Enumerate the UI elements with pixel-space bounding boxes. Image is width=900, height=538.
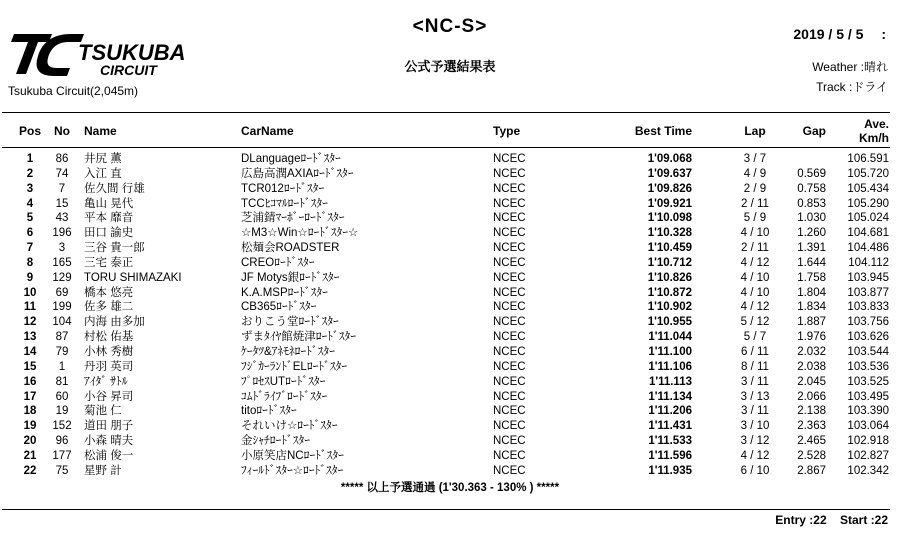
cell-lap: 6 / 11: [741, 345, 769, 358]
cell-type: NCEC: [493, 271, 526, 284]
cell-best: 1'11.431: [648, 420, 692, 433]
cell-lap: 2 / 11: [741, 242, 769, 255]
cell-name: 内海 由多加: [84, 316, 145, 329]
col-pos: Pos: [18, 124, 41, 138]
cell-gap: 2.138: [797, 405, 826, 418]
cell-type: NCEC: [493, 345, 526, 358]
cell-car: CREOﾛｰﾄﾞｽﾀｰ: [241, 256, 315, 269]
cell-ave: 105.024: [847, 212, 889, 225]
cell-name: 道田 朋子: [84, 420, 134, 433]
cell-name: 松浦 俊一: [84, 449, 134, 462]
cell-name: 井尻 薫: [84, 153, 122, 165]
cell-name: 小森 晴夫: [84, 435, 134, 448]
cell-no: 87: [55, 331, 69, 344]
cell-gap: 1.804: [797, 286, 826, 299]
table-row: [0, 390, 900, 405]
cell-type: NCEC: [493, 197, 526, 210]
cell-type: NCEC: [493, 301, 526, 314]
table-row: [0, 375, 900, 390]
entry-start-count: [775, 513, 888, 527]
cell-lap: 2 / 11: [741, 197, 769, 210]
cell-type: NCEC: [493, 435, 526, 448]
cell-no: 60: [55, 390, 69, 403]
cell-name: 亀山 晃代: [84, 197, 134, 210]
cell-no: 86: [55, 153, 69, 165]
cell-lap: 3 / 13: [740, 390, 770, 403]
cell-car: TCR012ﾛｰﾄﾞｽﾀｰ: [241, 182, 325, 195]
cell-name: 村松 佑基: [84, 331, 134, 344]
cell-type: NCEC: [493, 390, 526, 403]
cell-no: 199: [52, 301, 72, 314]
cell-car: 広島高潤AXIAﾛｰﾄﾞｽﾀｰ: [241, 167, 354, 180]
cell-type: NCEC: [493, 449, 526, 462]
cell-lap: 4 / 9: [743, 167, 767, 180]
col-no: No: [54, 124, 70, 138]
cell-best: 1'10.955: [647, 316, 692, 329]
table-row: [0, 182, 900, 197]
cell-best: 1'10.098: [647, 212, 692, 225]
cell-ave: 104.486: [847, 242, 889, 255]
cell-name: 佐多 雄二: [84, 301, 134, 314]
cell-pos: 19: [23, 420, 37, 433]
cell-car: CB365ﾛｰﾄﾞｽﾀｰ: [241, 301, 317, 314]
logo-tsukuba-text: TSUKUBA: [78, 40, 186, 65]
date-label: 2019 / 5 / 5 :: [793, 26, 886, 42]
cell-pos: 4: [26, 197, 34, 210]
cell-best: 1'11.935: [648, 464, 692, 477]
cell-type: NCEC: [493, 360, 526, 373]
cell-lap: 4 / 12: [740, 449, 770, 462]
cell-type: NCEC: [493, 256, 526, 269]
cell-lap: 3 / 10: [740, 420, 770, 433]
cell-type: NCEC: [493, 182, 526, 195]
cell-no: 104: [52, 316, 72, 329]
cell-gap: 0.569: [797, 167, 826, 180]
cell-ave: 103.525: [847, 375, 889, 388]
cell-gap: 2.032: [797, 345, 826, 358]
cell-best: 1'10.826: [647, 271, 692, 284]
cell-name: 佐久間 行雄: [84, 182, 145, 195]
cell-best: 1'11.100: [648, 345, 692, 358]
cell-name: 田口 諭史: [84, 227, 134, 240]
cell-ave: 105.720: [847, 167, 889, 180]
cell-ave: 103.833: [847, 301, 889, 314]
cell-car: DLanguageﾛｰﾄﾞｽﾀｰ: [241, 153, 341, 165]
cell-car: K.A.MSPﾛｰﾄﾞｽﾀｰ: [241, 286, 328, 299]
cell-no: 43: [55, 212, 69, 225]
cell-pos: 11: [23, 301, 37, 314]
cell-car: titoﾛｰﾄﾞｽﾀｰ: [241, 405, 297, 418]
cell-car: TCCﾋｺﾏﾙﾛｰﾄﾞｽﾀｰ: [241, 197, 328, 210]
table-row: [0, 464, 900, 479]
cell-pos: 2: [26, 167, 34, 180]
cell-ave: 104.112: [848, 256, 889, 269]
col-type: Type: [493, 124, 521, 138]
cell-gap: 2.038: [797, 360, 826, 373]
col-lap: Lap: [744, 124, 766, 138]
table-row: [0, 286, 900, 301]
cell-best: 1'11.113: [648, 375, 692, 388]
table-row: [0, 241, 900, 256]
cell-ave: 105.290: [847, 197, 889, 210]
table-row: [0, 330, 900, 345]
cell-no: 165: [52, 256, 72, 269]
cell-ave: 103.945: [847, 271, 889, 284]
cell-name: 三宅 泰正: [84, 256, 134, 269]
cell-ave: 103.756: [847, 316, 889, 329]
cell-pos: 16: [23, 375, 37, 388]
cell-gap: 1.834: [797, 301, 826, 314]
page-subtitle: 公式予選結果表: [404, 59, 496, 74]
cell-best: 1'11.206: [648, 405, 692, 418]
cell-name: 橋本 悠亮: [84, 286, 134, 299]
table-row: [0, 419, 900, 434]
cell-ave: 102.342: [847, 464, 889, 477]
cell-no: 7: [58, 182, 66, 195]
cell-gap: 2.066: [797, 390, 826, 403]
cell-car: 金ｼｬﾁﾛｰﾄﾞｽﾀｰ: [241, 435, 310, 448]
cell-car: 小原笑店NCﾛｰﾄﾞｽﾀｰ: [241, 449, 344, 462]
cell-car: ﾌｼﾞｶｰﾗﾝﾄﾞELﾛｰﾄﾞｽﾀｰ: [241, 360, 348, 373]
cell-car: ﾌﾟﾛｾｽUTﾛｰﾄﾞｽﾀｰ: [241, 375, 326, 388]
cell-no: 177: [52, 449, 72, 462]
cell-type: NCEC: [493, 167, 526, 180]
cell-ave: 103.544: [847, 345, 889, 358]
cell-lap: 6 / 10: [740, 464, 770, 477]
venue-label: Tsukuba Circuit(2,045m): [8, 84, 139, 98]
cell-type: NCEC: [493, 212, 526, 225]
cell-best: 1'09.921: [647, 197, 692, 210]
cell-best: 1'11.134: [648, 390, 692, 403]
cell-pos: 15: [23, 360, 37, 373]
cell-type: NCEC: [493, 286, 526, 299]
cell-best: 1'10.872: [647, 286, 692, 299]
cell-car: ☆M3☆Win☆ﾛｰﾄﾞｽﾀｰ☆: [241, 227, 359, 240]
table-row: [0, 360, 900, 375]
cell-lap: 8 / 11: [741, 360, 769, 373]
cell-car: それいけ☆ﾛｰﾄﾞｽﾀｰ: [241, 420, 338, 433]
cell-type: NCEC: [493, 464, 526, 477]
cell-best: 1'11.044: [648, 331, 692, 344]
cell-lap: 3 / 12: [740, 435, 770, 448]
col-name: Name: [84, 124, 117, 138]
cell-best: 1'11.596: [648, 449, 692, 462]
results-table-body: [0, 152, 900, 479]
cell-no: 15: [55, 197, 69, 210]
col-ave-2: Km/h: [859, 131, 889, 145]
table-row: [0, 404, 900, 419]
cell-no: 81: [55, 375, 69, 388]
cell-gap: 0.853: [797, 197, 826, 210]
cell-name: 小林 秀樹: [84, 345, 134, 358]
table-row: [0, 167, 900, 182]
cell-name: 菊池 仁: [84, 405, 122, 418]
cell-type: NCEC: [493, 242, 526, 255]
cell-no: 196: [52, 227, 72, 240]
cell-pos: 13: [23, 331, 37, 344]
cell-ave: 103.626: [847, 331, 889, 344]
cell-name: 丹羽 英司: [84, 360, 134, 373]
cell-pos: 17: [23, 390, 37, 403]
cell-gap: 1.976: [797, 331, 826, 344]
cell-no: 75: [55, 464, 69, 477]
cell-pos: 3: [26, 182, 34, 195]
cell-type: NCEC: [493, 316, 526, 329]
cell-pos: 7: [26, 242, 34, 255]
cell-gap: 1.644: [797, 256, 826, 269]
cell-car: JF Motys銀ﾛｰﾄﾞｽﾀｰ: [241, 271, 340, 284]
cell-lap: 4 / 12: [740, 301, 770, 314]
cell-best: 1'10.328: [647, 227, 692, 240]
cell-type: NCEC: [493, 405, 526, 418]
table-row: [0, 345, 900, 360]
results-table-header: [0, 118, 900, 146]
cell-gap: 2.363: [797, 420, 826, 433]
cell-no: 96: [55, 435, 69, 448]
cell-gap: 1.887: [797, 316, 826, 329]
col-carname: CarName: [241, 124, 294, 138]
cell-no: 152: [52, 420, 72, 433]
col-gap: Gap: [802, 124, 826, 138]
cell-best: 1'11.106: [648, 360, 692, 373]
cell-lap: 3 / 11: [741, 405, 769, 418]
cell-name: 三谷 貴一郎: [84, 242, 145, 255]
cell-no: 1: [58, 360, 66, 373]
cell-gap: 1.758: [797, 271, 826, 284]
table-row: [0, 211, 900, 226]
cell-lap: 4 / 10: [740, 271, 770, 284]
cell-best: 1'09.637: [647, 167, 692, 180]
cell-type: NCEC: [493, 375, 526, 388]
cell-lap: 4 / 12: [740, 256, 770, 269]
table-row: [0, 256, 900, 271]
cell-no: 19: [55, 405, 69, 418]
cell-name: 入江 直: [84, 167, 122, 180]
cell-car: 松麺会ROADSTER: [241, 242, 340, 255]
col-best-time: Best Time: [634, 124, 692, 138]
cell-best: 1'10.712: [647, 256, 692, 269]
cell-ave: 103.390: [847, 405, 889, 418]
cell-name: TORU SHIMAZAKI: [84, 271, 182, 284]
cell-gap: 2.045: [797, 375, 826, 388]
cell-car: ｺﾑﾄﾞﾗｲﾌﾞﾛｰﾄﾞｽﾀｰ: [241, 390, 328, 403]
table-row: [0, 300, 900, 315]
cell-pos: 18: [23, 405, 37, 418]
entry-count: Entry :22: [775, 513, 827, 527]
header-top-rule: [2, 112, 890, 113]
cell-best: 1'10.902: [647, 301, 692, 314]
table-row: [0, 271, 900, 286]
cell-gap: 2.465: [797, 435, 826, 448]
page-title: <NC-S>: [412, 16, 488, 37]
cell-lap: 4 / 10: [740, 227, 770, 240]
header-bottom-rule: [2, 147, 890, 148]
qualify-footnote: ***** 以上予選通過 (1'30.363 - 130% ) *****: [340, 482, 560, 494]
table-row: [0, 226, 900, 241]
cell-gap: 1.391: [797, 242, 826, 255]
logo-circuit-text: CIRCUIT: [100, 62, 157, 78]
start-count: Start :22: [839, 513, 888, 527]
table-row: [0, 449, 900, 464]
cell-ave: 106.591: [847, 153, 889, 165]
cell-best: 1'11.533: [648, 435, 692, 448]
cell-type: NCEC: [493, 420, 526, 433]
track-label: Track :ドライ: [816, 80, 888, 94]
cell-no: 69: [55, 286, 69, 299]
cell-lap: 3 / 7: [743, 153, 767, 165]
cell-pos: 21: [23, 449, 37, 462]
cell-lap: 5 / 9: [743, 212, 767, 225]
cell-no: 79: [55, 345, 69, 358]
cell-gap: 2.528: [797, 449, 826, 462]
cell-ave: 105.434: [847, 182, 889, 195]
cell-ave: 103.536: [847, 360, 889, 373]
weather-label: Weather :晴れ: [812, 60, 888, 74]
cell-best: 1'10.459: [647, 242, 692, 255]
cell-pos: 22: [23, 464, 37, 477]
cell-type: NCEC: [493, 331, 526, 344]
cell-ave: 103.877: [847, 286, 889, 299]
cell-ave: 104.681: [847, 227, 889, 240]
cell-name: ｱｲﾀﾞ ｻﾄﾙ: [84, 375, 128, 388]
cell-ave: 102.918: [847, 435, 889, 448]
cell-gap: 0.758: [797, 182, 826, 195]
col-ave-1: Ave.: [864, 117, 889, 131]
cell-gap: 2.867: [797, 464, 826, 477]
cell-ave: 103.495: [847, 390, 889, 403]
cell-name: 平本 靡音: [84, 212, 134, 225]
cell-ave: 103.064: [847, 420, 889, 433]
footer-rule: [2, 509, 890, 510]
cell-car: ﾌｨｰﾙﾄﾞｽﾀｰ☆ﾛｰﾄﾞｽﾀｰ: [241, 464, 344, 477]
cell-car: 芝浦錆ﾏｰﾎﾞｰﾛｰﾄﾞｽﾀｰ: [241, 212, 345, 225]
cell-pos: 10: [23, 286, 37, 299]
cell-lap: 2 / 9: [743, 182, 767, 195]
cell-car: おりこう堂ﾛｰﾄﾞｽﾀｰ: [241, 316, 339, 329]
cell-gap: 1.260: [797, 227, 826, 240]
cell-lap: 4 / 10: [740, 286, 770, 299]
cell-car: ｹｰﾀﾂ&ｱﾈﾓﾈﾛｰﾄﾞｽﾀｰ: [241, 345, 335, 358]
cell-car: ずまﾀｲﾔ館焼津ﾛｰﾄﾞｽﾀｰ: [241, 331, 356, 344]
cell-name: 小谷 昇司: [84, 390, 134, 403]
cell-type: NCEC: [493, 227, 526, 240]
cell-pos: 1: [26, 153, 34, 165]
cell-pos: 20: [23, 435, 37, 448]
cell-no: 3: [58, 242, 66, 255]
cell-pos: 5: [26, 212, 34, 225]
cell-pos: 14: [23, 345, 37, 358]
cell-ave: 102.827: [847, 449, 889, 462]
cell-lap: 5 / 7: [743, 331, 767, 344]
cell-pos: 9: [26, 271, 34, 284]
cell-lap: 5 / 12: [740, 316, 770, 329]
cell-name: 星野 計: [84, 464, 122, 477]
table-row: [0, 152, 900, 167]
cell-gap: 1.030: [797, 212, 826, 225]
cell-type: NCEC: [493, 153, 526, 165]
cell-no: 129: [52, 271, 72, 284]
cell-pos: 12: [23, 316, 37, 329]
cell-no: 74: [55, 167, 69, 180]
cell-lap: 3 / 11: [741, 375, 769, 388]
cell-pos: 8: [26, 256, 34, 269]
cell-best: 1'09.068: [647, 153, 692, 165]
cell-best: 1'09.826: [647, 182, 692, 195]
table-row: [0, 315, 900, 330]
table-row: [0, 197, 900, 212]
table-row: [0, 434, 900, 449]
cell-pos: 6: [26, 227, 34, 240]
